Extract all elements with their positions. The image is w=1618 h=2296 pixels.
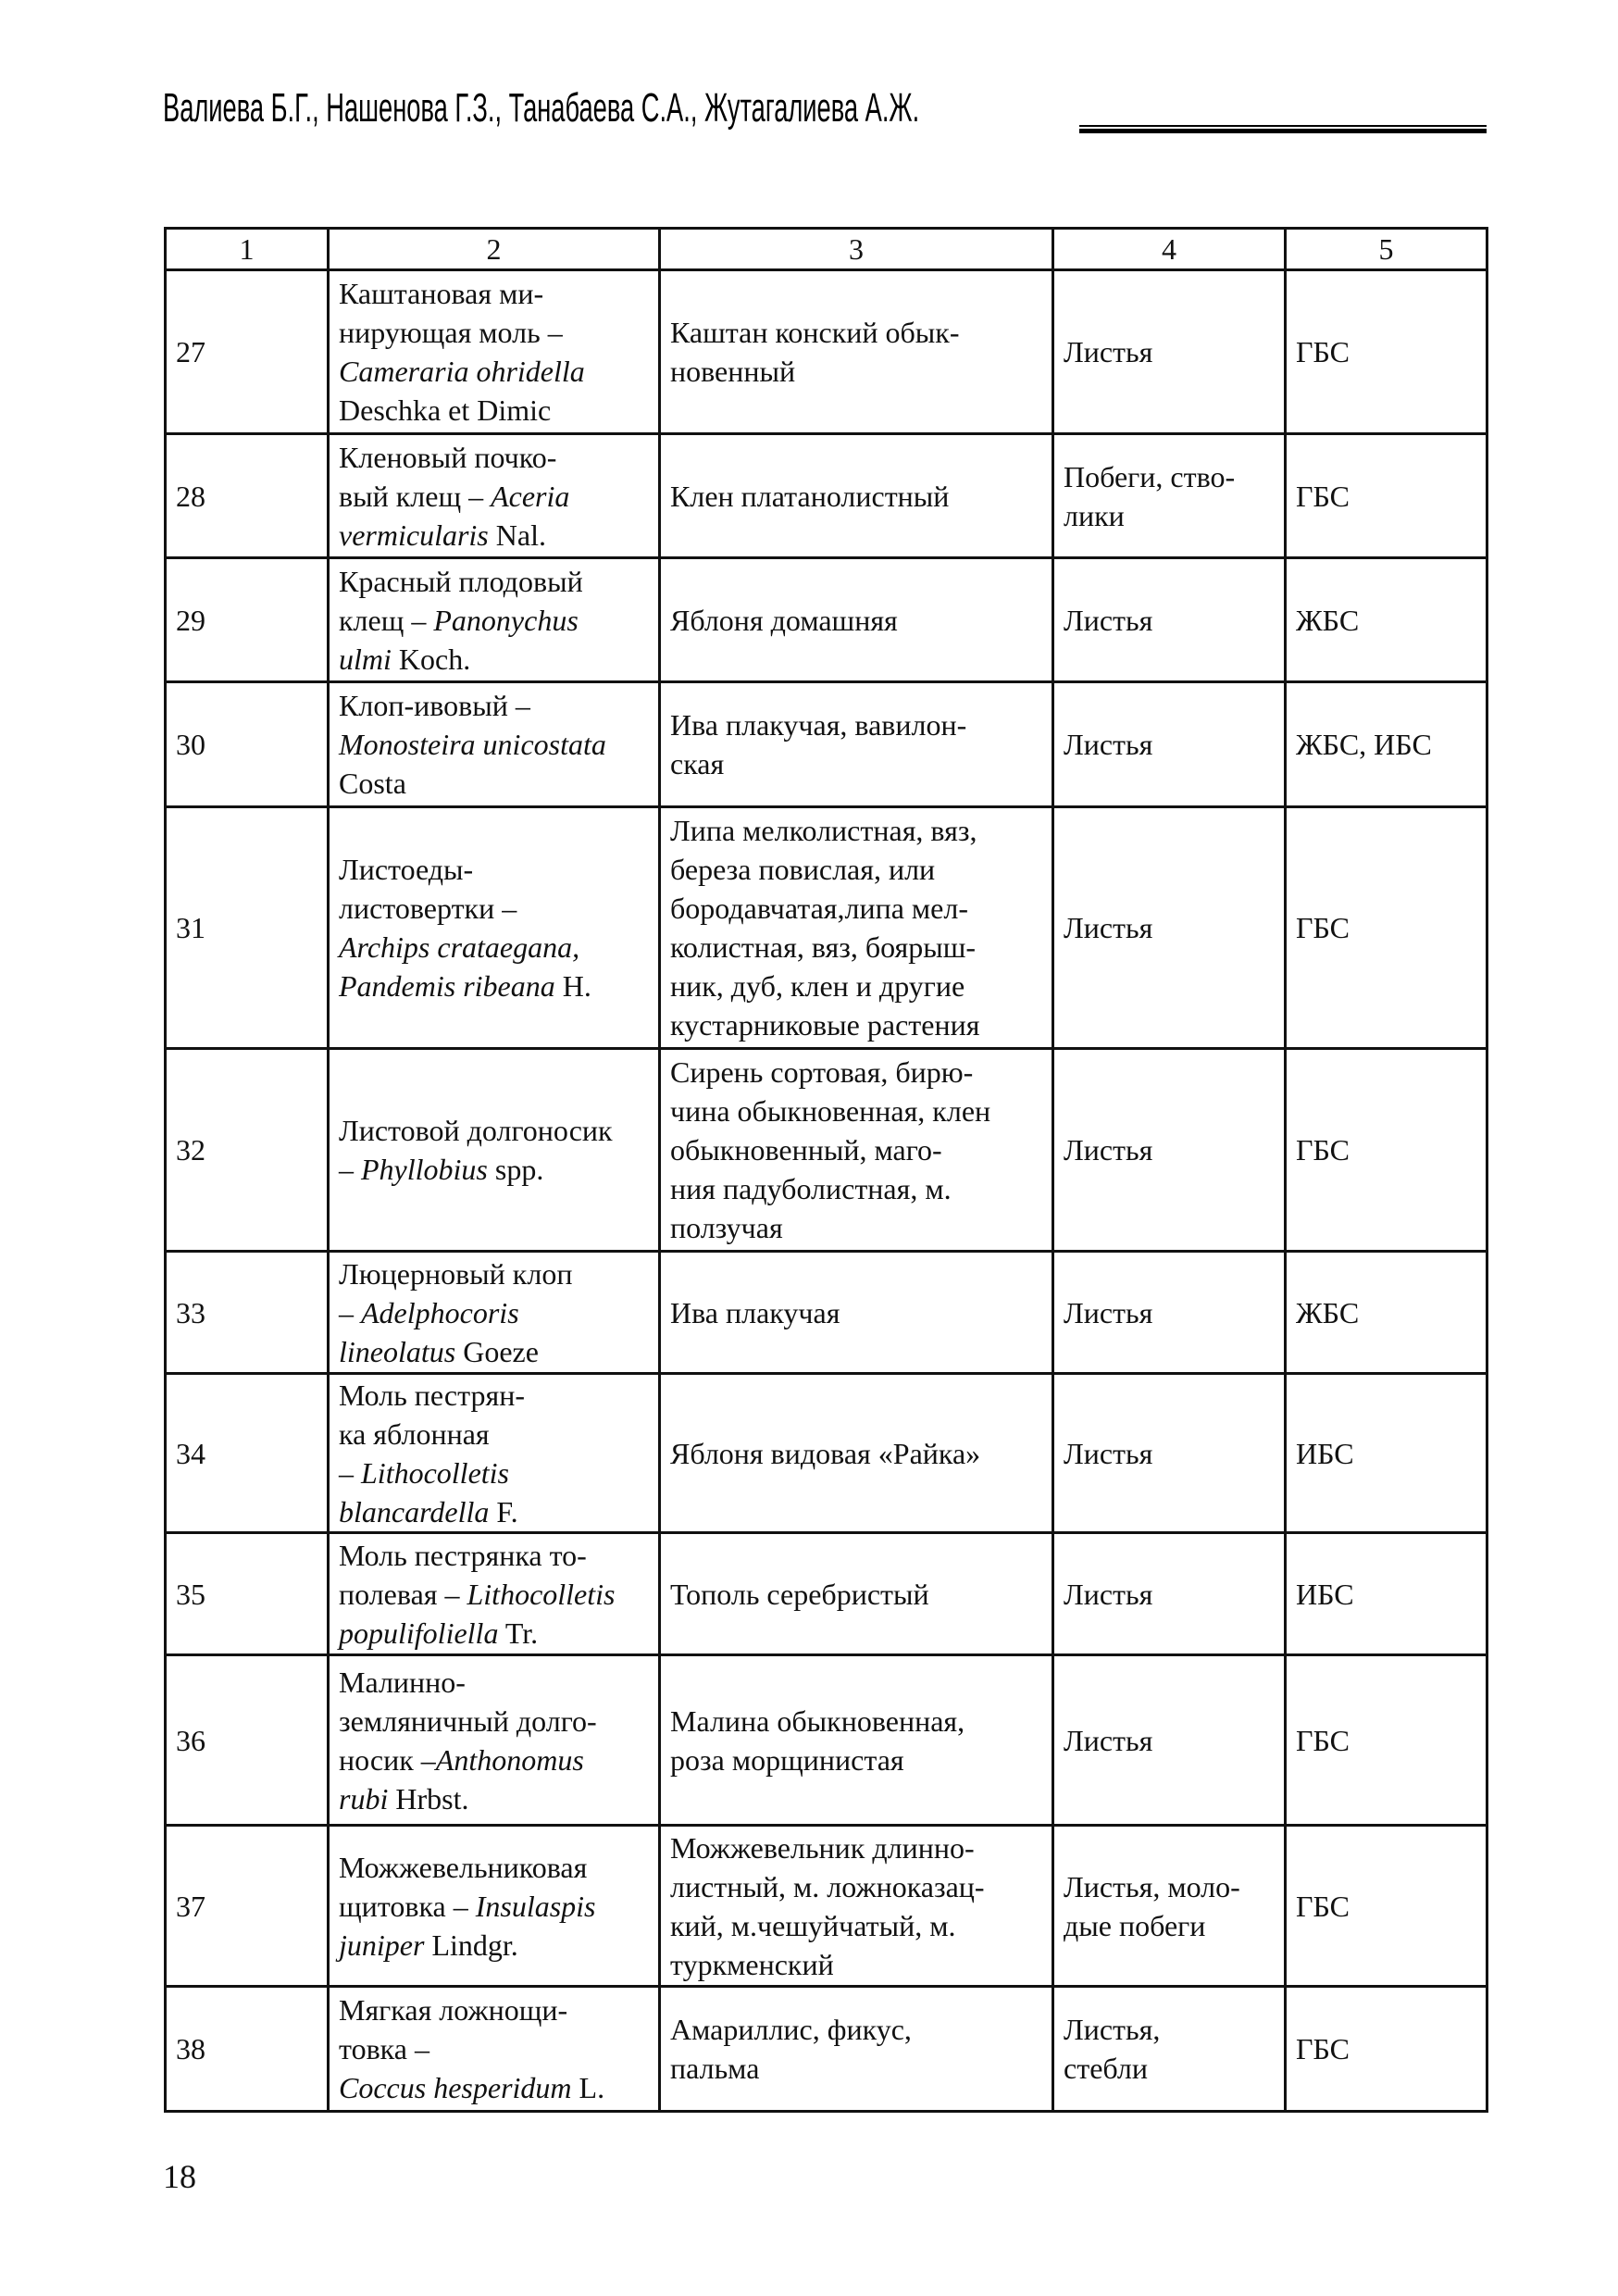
row-number: 31 [166,807,329,1049]
pest-text: Листоеды- [339,853,474,886]
pest-name-line [339,1743,584,1777]
pest-name-line [339,1456,509,1490]
location: ИБС [1286,1374,1487,1533]
row-number: 36 [166,1655,329,1826]
damaged-organ-line: стебли [1064,2052,1148,2085]
pest-name-line [339,1417,490,1451]
host-plant-line: новенный [670,355,796,388]
host-plant [660,1049,1053,1252]
pest-name-line [339,930,579,964]
location: ГБС [1286,270,1487,434]
pest-text: Nal. [488,518,546,552]
row-number: 37 [166,1826,329,1987]
pest-text: щитовка – [339,1889,476,1923]
latin-name: Coccus hesperidum [339,2071,572,2104]
host-plant-line: колистная, вяз, боярыш- [670,930,977,964]
pest-name-line [339,1704,597,1738]
location: ГБС [1286,1049,1487,1252]
table-row [166,1252,1487,1374]
pest-name [329,434,660,558]
damaged-organ-line: Листья [1064,335,1153,368]
latin-name: Aceria [491,479,570,513]
running-head-authors: Валиева Б.Г., Нашенова Г.З., Танабаева С.А., Жутагалиева А.Ж. [163,85,920,131]
pest-text: Моль пестрян- [339,1378,525,1412]
damaged-organ-line: Листья [1064,1577,1153,1611]
host-plant-line: чина обыкновенная, клен [670,1094,991,1128]
pest-name [329,1252,660,1374]
damaged-organ [1053,270,1286,434]
pest-name-line [339,892,517,925]
damaged-organ [1053,558,1286,682]
location: ГБС [1286,1987,1487,2112]
damaged-organ-line: Листья [1064,728,1153,761]
pest-name-line [339,643,470,676]
pest-name-line [339,1782,468,1816]
table-row [166,1826,1487,1987]
pest-name [329,558,660,682]
latin-name: Anthonomus [435,1742,584,1777]
latin-name: Cameraria ohridella [339,355,585,388]
pest-name [329,1655,660,1826]
location: ЖБС [1286,1252,1487,1374]
row-number: 27 [166,270,329,434]
pest-text: Моль пестрянка то- [339,1538,587,1572]
pest-name-line [339,1890,596,1923]
pest-name-line [339,1114,613,1147]
header-rule-thick [1079,129,1487,133]
pest-name-line [339,604,579,637]
latin-name: Phyllobius [361,1153,488,1186]
host-plant-line: ская [670,747,725,780]
pest-text: Costa [339,767,406,800]
column-header-5: 5 [1286,229,1487,270]
host-plant [660,682,1053,807]
pest-name [329,1049,660,1252]
damaged-organ-line: Листья [1064,603,1153,637]
page-number: 18 [163,2158,196,2195]
damaged-organ-line: Листья [1064,1295,1153,1329]
pest-name-line [339,1495,518,1529]
damaged-organ [1053,682,1286,807]
host-plant-line: Тополь серебристый [670,1577,929,1611]
latin-name: rubi [339,1781,389,1816]
damaged-organ-line: Листья, [1064,2013,1161,2046]
pest-name-line [339,1296,519,1329]
latin-name: Archips crataegana, [339,930,580,964]
host-plant-line: Каштан конский обык- [670,316,960,349]
pest-name-line [339,480,569,513]
damaged-organ-line: Листья, моло- [1064,1869,1240,1903]
pest-name-line [339,1851,587,1884]
host-plant [660,558,1053,682]
pest-text: Красный плодовый [339,564,583,598]
pest-text: полевая – [339,1577,467,1611]
host-plant-line: туркменский [670,1947,834,1981]
row-number: 34 [166,1374,329,1533]
pest-text: Кленовый почко- [339,440,557,474]
damaged-organ [1053,1987,1286,2112]
location: ЖБС, ИБС [1286,682,1487,807]
pest-name [329,270,660,434]
pest-name-line [339,441,556,474]
row-number: 38 [166,1987,329,2112]
pest-name [329,1987,660,2112]
damaged-organ [1053,1655,1286,1826]
table-row [166,434,1487,558]
pest-text: Люцерновый клоп [339,1256,573,1291]
column-header-1: 1 [166,229,329,270]
pest-name-line [339,728,606,761]
damaged-organ [1053,1826,1286,1987]
host-plant [660,1987,1053,2112]
row-number: 29 [166,558,329,682]
damaged-organ-line: Листья [1064,1436,1153,1470]
pest-text: Hrbst. [388,1781,469,1816]
pest-text: H. [554,969,591,1003]
pest-name-line [339,355,585,388]
damaged-organ-line: дые побеги [1064,1908,1206,1942]
pest-text: нирующая моль – [339,316,563,349]
pest-text: Листовой долгоносик [339,1114,613,1147]
pest-text: Можжевельниковая [339,1850,588,1884]
table-row [166,1533,1487,1655]
pest-text: – [339,1455,361,1490]
latin-name: ulmi [339,642,392,676]
host-plant [660,1374,1053,1533]
column-header-2: 2 [329,229,660,270]
damaged-organ [1053,1252,1286,1374]
location: ГБС [1286,1655,1487,1826]
row-number: 30 [166,682,329,807]
pest-name-line [339,689,530,722]
host-plant-line: береза повислая, или [670,853,936,886]
pest-name [329,807,660,1049]
damaged-organ-line: Листья [1064,911,1153,944]
pest-name-line [339,316,563,349]
latin-name: Adelphocoris [361,1295,519,1329]
location: ЖБС [1286,558,1487,682]
pest-name-line [339,1335,539,1368]
pest-text: spp. [487,1153,544,1186]
pest-name-line [339,565,583,598]
host-plant-line: ния падуболистная, м. [670,1172,952,1205]
host-plant-line: листный, м. ложноказац- [670,1869,985,1903]
pest-name-line [339,277,543,310]
pest-name-line [339,518,546,552]
damaged-organ [1053,1374,1286,1533]
pests-table [164,227,1488,2113]
host-plant [660,270,1053,434]
column-number-row [166,229,1487,270]
pest-text: Lindgr. [424,1928,518,1962]
column-header-4: 4 [1053,229,1286,270]
pest-text: клещ – [339,603,434,637]
pest-name-line [339,767,406,800]
pest-text: Tr. [498,1616,539,1650]
host-plant-line: Амариллис, фикус, [670,2013,912,2046]
table-row [166,1374,1487,1533]
pest-text: товка – [339,2032,429,2065]
host-plant-line: кустарниковые растения [670,1008,980,1042]
pest-text: носик – [339,1742,436,1777]
row-number: 33 [166,1252,329,1374]
host-plant [660,1826,1053,1987]
host-plant-line: Можжевельник длинно- [670,1830,975,1865]
column-header-3: 3 [660,229,1053,270]
host-plant-line: Ива плакучая [670,1295,840,1329]
pest-text: L. [571,2071,605,2104]
pest-name-line [339,1153,543,1186]
pest-text: листовертки – [339,892,517,925]
pest-name-line [339,2071,604,2104]
host-plant [660,1655,1053,1826]
host-plant-line: Ива плакучая, вавилон- [670,708,967,742]
damaged-organ [1053,1533,1286,1655]
location: ГБС [1286,1826,1487,1987]
row-number: 35 [166,1533,329,1655]
table-row [166,558,1487,682]
pest-name-line [339,853,473,886]
damaged-organ-line: Листья [1064,1133,1153,1167]
pest-name-line [339,1616,538,1650]
pest-name-line [339,1993,567,2027]
pest-text: Koch. [391,642,471,676]
host-plant [660,434,1053,558]
damaged-organ [1053,807,1286,1049]
host-plant-line: обыкновенный, маго- [670,1133,942,1167]
row-number: 28 [166,434,329,558]
latin-name: lineolatus [339,1334,456,1368]
pest-name-line [339,1666,466,1699]
host-plant-line: Клен платанолистный [670,479,950,513]
table-row [166,1049,1487,1252]
damaged-organ [1053,1049,1286,1252]
pest-text: Deschka et Dimic [339,393,552,427]
pest-name-line [339,1379,525,1412]
row-number: 32 [166,1049,329,1252]
pest-name-line [339,2032,429,2065]
pest-name [329,1374,660,1533]
pest-text: Каштановая ми- [339,277,544,310]
pest-text: – [339,1295,361,1329]
table-row [166,807,1487,1049]
host-plant-line: кий, м.чешуйчатый, м. [670,1908,956,1942]
damaged-organ-line: Побеги, ство- [1064,459,1236,493]
header-rule-thin [1079,125,1487,127]
pest-text: ка яблонная [339,1416,490,1451]
pest-text: Мягкая ложнощи- [339,1993,568,2027]
damaged-organ-line: лики [1064,498,1125,532]
pest-name-line [339,393,551,427]
host-plant-line: Малина обыкновенная, [670,1703,965,1738]
pest-name-line [339,1257,572,1291]
host-plant [660,1533,1053,1655]
location: ИБС [1286,1533,1487,1655]
latin-name: blancardella [339,1494,490,1529]
host-plant-line: пальма [670,2052,760,2085]
pest-name-line [339,1539,587,1572]
host-plant-line: Липа мелколистная, вяз, [670,814,977,847]
latin-name: Pandemis ribeana [339,969,555,1003]
host-plant-line: Яблоня видовая «Райка» [670,1436,981,1470]
pest-text: вый клещ – [339,479,492,513]
host-plant [660,807,1053,1049]
host-plant [660,1252,1053,1374]
pest-text: земляничный долго- [339,1703,597,1738]
pest-name-line [339,1578,615,1611]
pest-name-line [339,1928,518,1962]
latin-name: Panonychus [433,603,579,637]
host-plant-line: ползучая [670,1211,783,1244]
pest-text: Goeze [455,1334,539,1368]
pest-name [329,682,660,807]
pest-text: – [339,1153,361,1186]
latin-name: Lithocolletis [467,1577,616,1611]
table-row [166,682,1487,807]
pest-text: F. [489,1494,518,1529]
table-row [166,1987,1487,2112]
latin-name: juniper [339,1928,425,1962]
location: ГБС [1286,434,1487,558]
host-plant-line: Сирень сортовая, бирю- [670,1055,974,1089]
pest-text: Клоп-ивовый – [339,689,530,722]
host-plant-line: Яблоня домашняя [670,603,898,637]
latin-name: vermicularis [339,518,489,552]
pest-name-line [339,969,591,1003]
table-row [166,270,1487,434]
pest-text: Малинно- [339,1665,466,1699]
latin-name: populifoliella [339,1616,499,1650]
table-row [166,1655,1487,1826]
location: ГБС [1286,807,1487,1049]
latin-name: Monosteira unicostata [339,728,606,761]
host-plant-line: роза морщинистая [670,1742,904,1777]
pest-name [329,1533,660,1655]
latin-name: Insulaspis [475,1889,596,1923]
host-plant-line: бородавчатая,липа мел- [670,892,968,925]
damaged-organ-line: Листья [1064,1723,1153,1757]
damaged-organ [1053,434,1286,558]
latin-name: Lithocolletis [361,1455,509,1490]
host-plant-line: ник, дуб, клен и другие [670,969,965,1003]
pest-name [329,1826,660,1987]
